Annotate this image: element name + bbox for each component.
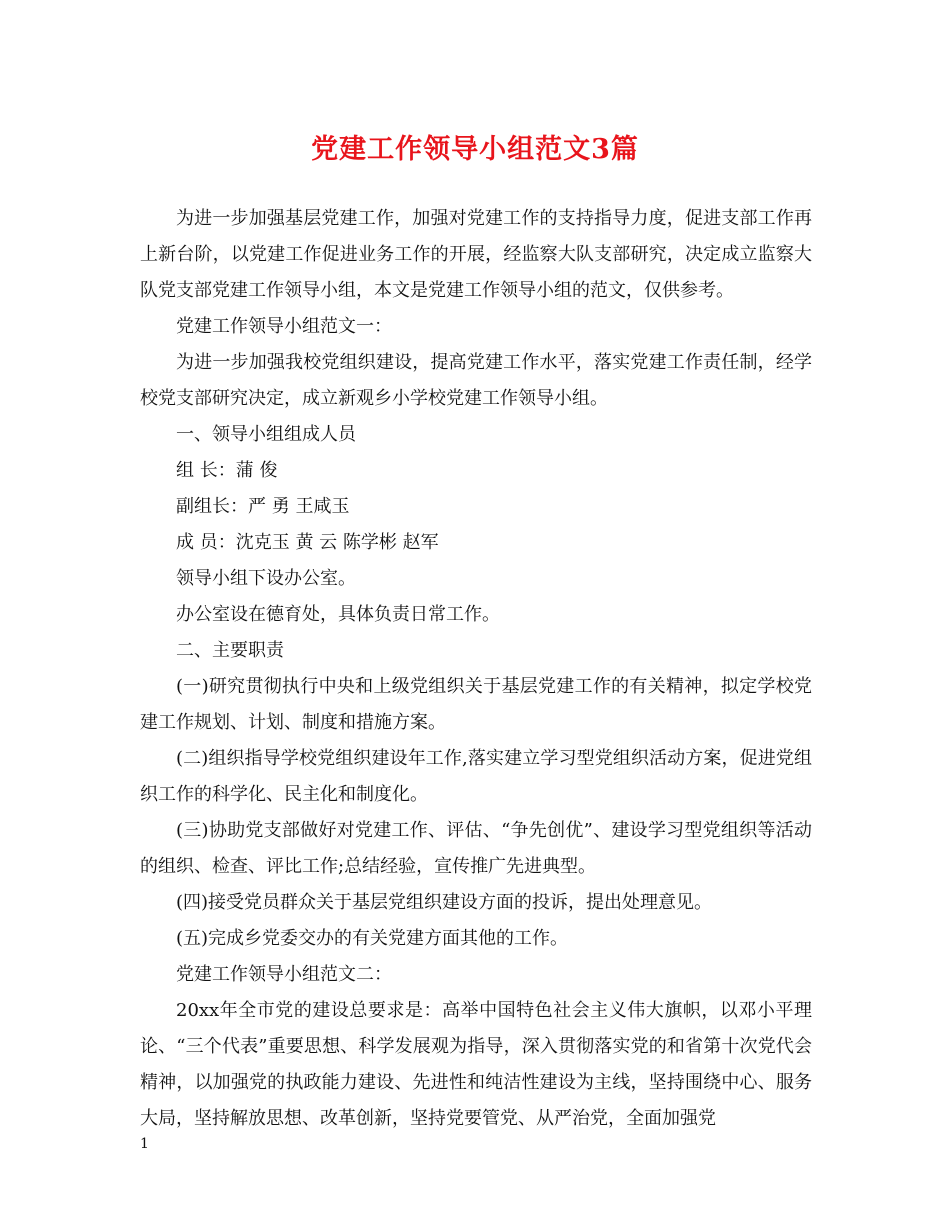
section-heading-members: 一、领导小组组成人员: [176, 424, 356, 445]
paragraph-sample-one-intro: 为进一步加强我校党组织建设，提高党建工作水平，落实党建工作责任制，经学校党支部研究决定，成立新观乡小学校党建工作领导小组。: [140, 352, 812, 409]
paragraph-intro: 为进一步加强基层党建工作，加强对党建工作的支持指导力度，促进支部工作再上新台阶，以党建工作促进业务工作的开展，经监察大队支部研究，决定成立监察大队党支部党建工作领导小组，本文是党建工作领导小组的范文，仅供参考。: [140, 208, 812, 301]
paragraph-sample-one-heading: 党建工作领导小组范文一：: [176, 316, 392, 337]
member-deputy-leader: 副组长：严 勇 王咸玉: [176, 496, 350, 517]
page-number: 1: [140, 1136, 149, 1152]
duty-item-3: (三)协助党支部做好对党建工作、评估、“争先创优”、建设学习型党组织等活动的组织、检查、评比工作;总结经验，宣传推广先进典型。: [140, 820, 812, 877]
duty-item-2: (二)组织指导学校党组织建设年工作,落实建立学习型党组织活动方案，促进党组织工作的科学化、民主化和制度化。: [140, 748, 812, 805]
member-members: 成 员：沈克玉 黄 云 陈学彬 赵军: [176, 532, 439, 553]
duty-item-1: (一)研究贯彻执行中央和上级党组织关于基层党建工作的有关精神，拟定学校党建工作规划、计划、制度和措施方案。: [140, 676, 812, 733]
document-title: 党建工作领导小组范文3篇: [311, 134, 639, 165]
section-heading-duties: 二、主要职责: [176, 640, 284, 661]
paragraph-office-location: 办公室设在德育处，具体负责日常工作。: [176, 604, 500, 625]
duty-item-5: (五)完成乡党委交办的有关党建方面其他的工作。: [176, 928, 569, 949]
paragraph-sample-two-body: 20xx年全市党的建设总要求是：高举中国特色社会主义伟大旗帜，以邓小平理论、“三个代表”重要思想、科学发展观为指导，深入贯彻落实党的和省第十次党代会精神，以加强党的执政能力建设、先进性和纯洁性建设为主线，坚持围绕中心、服务大局，坚持解放思想、改革创新，坚持党要管党、从严治党，全面加强党: [140, 1000, 812, 1129]
paragraph-sample-two-heading: 党建工作领导小组范文二：: [176, 964, 392, 985]
document-body: [140, 201, 812, 1137]
paragraph-office: 领导小组下设办公室。: [176, 568, 356, 589]
member-leader: 组 长：蒲 俊: [176, 460, 278, 481]
duty-item-4: (四)接受党员群众关于基层党组织建设方面的投诉，提出处理意见。: [176, 892, 713, 913]
